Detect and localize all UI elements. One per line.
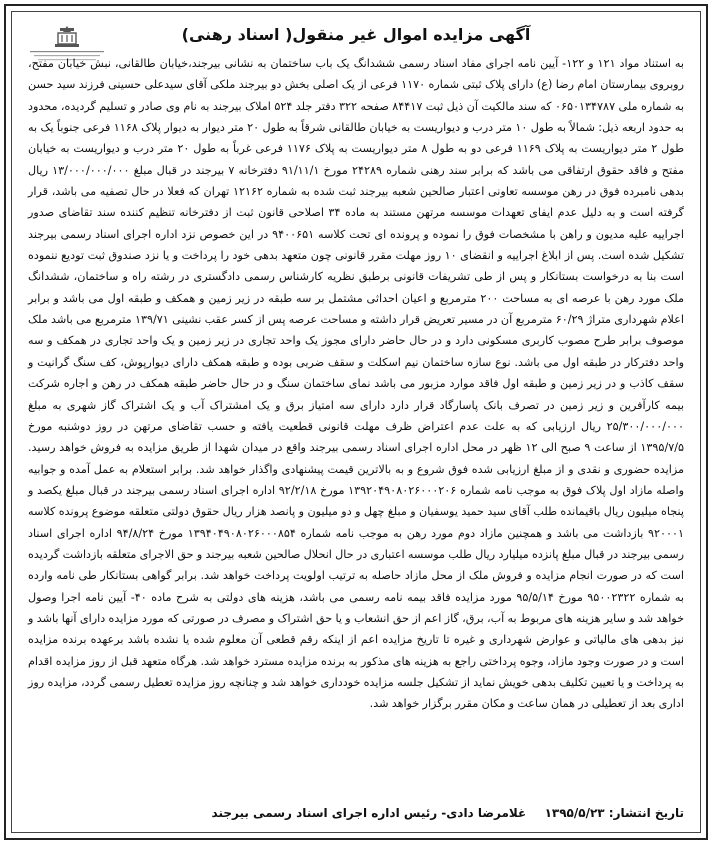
- notice-page: [4, 4, 708, 840]
- publication-date: تاریخ انتشار: ۱۳۹۵/۵/۲۳: [544, 806, 684, 820]
- notice-signature-line: [28, 806, 684, 820]
- notice-frame: [11, 11, 701, 833]
- notice-title: آگهی مزایده اموال غیر منقول( اسناد رهنی): [181, 25, 531, 44]
- notice-body: به استناد مواد ۱۲۱ و ۱۲۲- آیین نامه اجرای مفاد اسناد رسمی ششدانگ یک باب ساختمان به نشانی بیرجند،خیابان طالقانی، نبش خیابان مفتح، روبروی بیمارستان امام رضا (ع) دارای پلاک ثبتی شماره ۱۱۷۰ فرعی از یک اصلی بخش دو بیرجند ملکی آقای سیدعلی حسینی فرزند سید حسن به شماره ملی ۰۶۵۰۱۳۴۷۸۷ که سند مالکیت آن ذیل ثبت ۸۴۴۱۷ صفحه ۳۲۲ دفتر جلد ۵۲۴ املاک بیرجند به نام وی صادر و تسلیم گردیده، محدود به حدود اربعه ذیل: شمالاً به طول ۱۰ متر درب و دیواریست به خیابان طالقانی شرقاً به طول ۲۰ متر دیوار به دیوار پلاک ۱۱۶۸ فرعی جنوباً یک به طول ۲ متر دیواریست به پلاک ۱۱۶۹ فرعی دو به طول ۸ متر دیواریست به پلاک ۱۱۷۶ فرعی غرباً به طول ۲۰ متر درب و دیواریست به خیابان مفتح و فاقد حقوق ارتفاقی می باشد که برابر سند رهنی شماره ۲۴۲۸۹ مورخ ۹۱/۱۱/۱ دفترخانه ۷ بیرجند در قبال مبلغ ۱۳/۰۰۰/۰۰۰/۰۰۰ ریال بدهی نامبرده فوق در رهن موسسه تعاونی اعتبار صالحین شعبه بیرجند ثبت شده به شماره ۱۲۱۶۲ تهران که فعلا در حال تصفیه می باشد، قرار گرفته است و به دلیل عدم ایفای تعهدات موسسه مرتهن مستند به ماده ۳۴ اصلاحی قانون ثبت از دفترخانه تنظیم کننده سند تقاضای صدور اجراییه علیه مدیون و راهن با مشخصات فوق را نموده و پرونده ای تحت کلاسه ۹۴۰۰۶۵۱ در این خصوص نزد اداره اجرای اسناد رسمی بیرجند تشکیل شده است. پس از ابلاغ اجراییه و انقضای ۱۰ روز مهلت مقرر قانونی چون متعهد بدهی خود را پرداخت و یا نزد صندوق ثبت تودیع ننموده است بنا به درخواست بستانکار و پس از طی تشریفات قانونی برطبق نظریه کارشناس رسمی دادگستری در رشته راه و ساختمان، ششدانگ ملک مورد رهن با عرصه ای به مساحت ۲۰۰ مترمربع و اعیان احداثی مشتمل بر سه طبقه در زیر زمین و همکف و طبقه اول می باشد و برابر اعلام شهرداری متراژ ۶۰/۲۹ مترمربع آن در مسیر تعریض قرار داشته و مساحت عرصه پس از کسر عقب نشینی ۱۳۹/۷۱ مترمربع می باشد ملک موصوف برابر طرح مصوب کاربری مسکونی دارد و در حال حاضر دارای مجوز یک واحد تجاری در زیر زمین و یک واحد تجاری در همکف و سه واحد دفترکار در طبقه اول می باشد. نوع سازه ساختمان نیم اسکلت و سقف ضربی بوده و طبقه همکف دارای دیوارپوش، کف سنگ گرانیت و سقف کاذب و در زیر زمین و طبقه اول فاقد موارد مزبور می باشد نمای ساختمان سنگ و در حال حاضر طبقه همکف در رهن و اجاره شرکت بیمه کارآفرین و زیر زمین در تصرف بانک پاسارگاد قرار دارد دارای سه امتیاز برق و یک امشتراک آب و یک اشتراک گاز شهری به مبلغ ۲۵/۳۰۰/۰۰۰/۰۰۰ ریال ارزیابی که به علت عدم اعتراض ظرف مهلت قانونی قطعیت یافته و حسب تقاضای مرتهن در روز دوشنبه مورخ ۱۳۹۵/۷/۵ از ساعت ۹ صبح الی ۱۲ ظهر در محل اداره اجرای اسناد رسمی بیرجند واقع در میدان شهدا از طریق مزایده به فروش خواهد رسید. مزایده حضوری و نقدی و از مبلغ ارزیابی شده فوق شروع و به بالاترین قیمت پیشنهادی واگذار خواهد شد. برابر استعلام به عمل آمده و جوابیه واصله مازاد اول پلاک فوق به موجب نامه شماره ۱۳۹۲۰۴۹۰۸۰۲۶۰۰۰۲۰۶ مورخ ۹۲/۲/۱۸ اداره اجرای اسناد رسمی بیرجند در قبال مبلغ یکصد و پنجاه میلیون ریال باقیمانده طلب آقای سید حمید یوسفیان و مبلغ چهل و دو میلیون و پانصد هزار ریال حقوق دولتی متعلقه موضوع پرونده کلاسه ۹۲۰۰۰۱ بازداشت می باشد و همچنین مازاد دوم مورد رهن به موجب نامه شماره ۱۳۹۴۰۴۹۰۸۰۲۶۰۰۰۸۵۴ مورخ ۹۴/۸/۲۴ اداره اجرای اسناد رسمی بیرجند در قبال مبلغ پانزده میلیارد ریال طلب موسسه اعتباری در حال انحلال صالحین شعبه بیرجند و حق الاجرای متعلقه بازداشت گردیده است که در صورت انجام مزایده و فروش ملک از محل مازاد حاصله به ترتیب اولویت پرداخت خواهد شد. برابر گواهی بستانکار طی نامه وارده به شماره ۹۵۰۰۲۳۲۲ مورخ ۹۵/۵/۱۴ مورد مزایده فاقد بیمه نامه رسمی می باشد، هزینه های دولتی به شرح ماده ۴۰- آیین نامه اجرا وصول خواهد شد و سایر هزینه های مربوط به آب، برق، گاز اعم از حق انشعاب و یا حق اشتراک و مصرف در صورتی که مورد مزایده دارای آنها باشد و نیز بدهی های مالیاتی و عوارض شهرداری و غیره تا تاریخ مزایده اعم از اینکه رقم قطعی آن معلوم شده یا نشده باشد برعهده برنده مزایده است و در صورت وجود مازاد، وجوه پرداختی راجع به هزینه های مذکور به برنده مزایده مسترد خواهد شد. هرگاه متعهد قبل از روز مزایده اقدام به پرداخت و یا تعیین تکلیف بدهی خویش نماید از تشکیل جلسه مزایده خودداری خواهد شد و چنانچه روز مزایده تعطیل رسمی گردد، مزایده روز اداری بعد از تعطیلی در همان ساعت و مکان مقرر برگزار خواهد شد.: [28, 57, 685, 711]
- signatory: غلامرضا دادی- رئیس اداره اجرای اسناد رسمی بیرجند: [211, 806, 527, 820]
